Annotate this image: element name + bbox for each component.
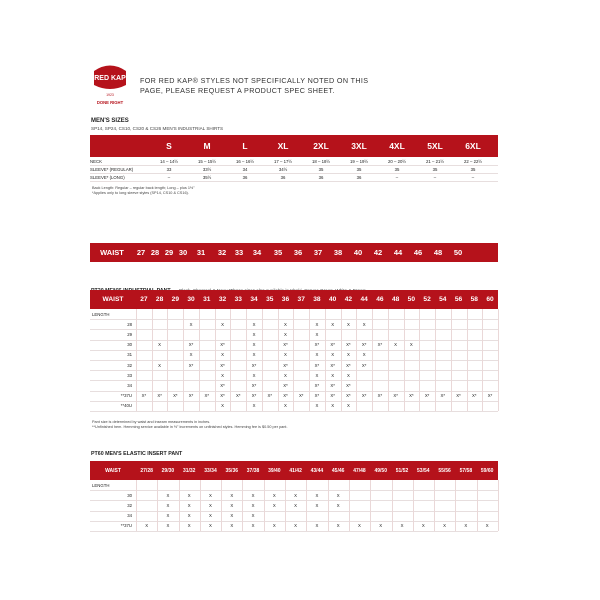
availability-cell: X xyxy=(336,523,340,529)
availability-cell: X xyxy=(443,523,447,529)
availability-cell: X xyxy=(209,492,212,498)
grid-line xyxy=(293,309,294,411)
table-row: SLEEVE* (REGULAR) 33 33½ 34 34½ 35 35 35 35 35 xyxy=(90,165,498,174)
availability-cell: X xyxy=(230,523,234,529)
length-value: **37U xyxy=(120,393,132,399)
availability-cell: X* xyxy=(361,342,367,348)
availability-cell: X* xyxy=(220,393,225,399)
availability-cell: X* xyxy=(456,393,461,399)
grid-line xyxy=(482,309,483,411)
waist-size: 48 xyxy=(391,296,400,303)
size-5xl: 5XL xyxy=(427,141,443,151)
length-label-row: LENGTH xyxy=(90,480,498,491)
availability-cell: X* xyxy=(361,393,367,399)
availability-cell: X* xyxy=(220,342,225,348)
waist-size: 27/28 xyxy=(140,467,153,474)
waist-size: 37 xyxy=(297,296,305,303)
grid-line xyxy=(152,309,153,411)
logo-tagline: DONE RIGHT xyxy=(96,100,124,105)
waist-size: 31/32 xyxy=(182,467,196,474)
waist-size: 49/50 xyxy=(374,467,387,474)
availability-cell: X* xyxy=(188,393,194,399)
length-value: 32 xyxy=(127,502,132,508)
waist-size: 46 xyxy=(376,296,384,303)
length-value: 29 xyxy=(127,331,132,337)
waist-size: 38 xyxy=(313,296,321,303)
availability-cell: X xyxy=(166,513,170,519)
grid-line xyxy=(246,309,247,411)
availability-cell: X xyxy=(272,492,276,498)
waist-size: 44 xyxy=(360,296,368,303)
availability-cell: X xyxy=(251,492,255,498)
grid-line xyxy=(167,309,168,411)
availability-cell: X xyxy=(362,352,366,358)
waist-size: 47/48 xyxy=(353,467,366,474)
waist-size: 37/38 xyxy=(246,467,260,474)
grid-line xyxy=(434,480,435,531)
waist-size: 32 xyxy=(218,296,227,303)
length-label-row: LENGTH xyxy=(90,309,498,320)
availability-cell: X xyxy=(336,502,340,508)
availability-cell: X xyxy=(294,502,298,508)
availability-cell: X xyxy=(421,523,425,529)
waist-size: 33/34 xyxy=(204,467,217,474)
grid-line xyxy=(183,309,184,411)
availability-cell: X xyxy=(315,403,319,409)
length-value: 31 xyxy=(127,352,132,358)
grid-line xyxy=(467,309,468,411)
table-row: NECK 14 – 14½ 15 – 15½ 16 – 16½ 17 – 17½ 18 – 18½ 19 – 19½ 20 – 20½ 21 – 21½ 22 – 22½ xyxy=(90,157,498,166)
availability-cell: X* xyxy=(236,393,241,399)
spec-sheet-note: FOR RED KAP® STYLES NOT SPECIFICALLY NOTED ON THIS PAGE, PLEASE REQUEST A PRODUCT SPEC SHEET. xyxy=(140,76,369,95)
availability-cell: X xyxy=(221,352,224,358)
availability-cell: X* xyxy=(283,342,288,348)
red-kap-logo xyxy=(90,63,130,107)
grid-line xyxy=(498,480,499,531)
waist-size: 35 xyxy=(266,296,274,303)
waist-size: 30 xyxy=(187,296,195,303)
availability-cell: X* xyxy=(393,393,398,399)
availability-cell: X* xyxy=(157,393,162,399)
availability-cell: X xyxy=(209,523,212,529)
availability-cell: X xyxy=(252,342,256,348)
availability-cell: X xyxy=(315,331,319,337)
availability-cell: X xyxy=(379,523,383,529)
availability-cell: X xyxy=(209,502,212,508)
size-4xl: 4XL xyxy=(389,141,405,151)
grid-line xyxy=(242,480,243,531)
waist-label: WAIST xyxy=(100,248,124,257)
length-value: 33 xyxy=(127,372,132,378)
availability-cell: X xyxy=(315,492,319,498)
availability-cell: X xyxy=(230,513,234,519)
mens-sizes-title: MEN'S SIZES xyxy=(91,118,129,124)
availability-cell: X xyxy=(284,331,287,337)
availability-cell: X* xyxy=(220,362,225,368)
waist-size: 43/44 xyxy=(310,467,324,474)
grid-line xyxy=(309,309,310,411)
availability-cell: X xyxy=(252,321,256,327)
availability-cell: X xyxy=(230,502,234,508)
availability-cell: X* xyxy=(330,342,335,348)
waist-size: 33 xyxy=(234,296,242,303)
availability-cell: X xyxy=(252,403,256,409)
grid-line xyxy=(136,480,137,531)
grid-line xyxy=(498,309,499,411)
availability-cell: X* xyxy=(283,382,288,388)
grid-line xyxy=(388,309,389,411)
grid-line xyxy=(262,309,263,411)
availability-cell: X xyxy=(221,403,224,409)
availability-cell: X* xyxy=(330,382,335,388)
availability-cell: X xyxy=(189,321,193,327)
grid-line xyxy=(179,480,180,531)
grid-line xyxy=(349,480,350,531)
availability-cell: X* xyxy=(141,393,147,399)
availability-cell: X xyxy=(166,502,170,508)
mens-size-header xyxy=(90,135,498,157)
grid-line xyxy=(455,480,456,531)
availability-cell: X* xyxy=(251,393,257,399)
availability-cell: X* xyxy=(472,393,477,399)
waist-size: 29/30 xyxy=(161,467,175,474)
grid-line xyxy=(230,309,231,411)
availability-cell: X* xyxy=(361,362,367,368)
availability-cell: X xyxy=(409,342,413,348)
availability-cell: X xyxy=(145,523,149,529)
availability-cell: X xyxy=(294,523,298,529)
availability-cell: X xyxy=(284,372,287,378)
availability-cell: X xyxy=(230,492,234,498)
waist-size: 31 xyxy=(203,296,211,303)
size-2xl: 2XL xyxy=(313,141,329,151)
grid-line xyxy=(157,480,158,531)
grid-line xyxy=(413,480,414,531)
waist-size: 27 xyxy=(140,296,148,303)
availability-cell: X* xyxy=(409,393,414,399)
availability-cell: X xyxy=(336,492,340,498)
availability-cell: X* xyxy=(424,393,430,399)
grid-line xyxy=(199,309,200,411)
availability-cell: X xyxy=(209,513,212,519)
availability-cell: X xyxy=(331,352,335,358)
availability-cell: X xyxy=(251,502,255,508)
waist-size: 57/58 xyxy=(459,467,473,474)
availability-cell: X xyxy=(346,352,350,358)
waist-size: 29 xyxy=(171,296,179,303)
grid-line xyxy=(435,309,436,411)
grid-line xyxy=(264,480,265,531)
availability-cell: X* xyxy=(346,393,351,399)
waist-size: 45/46 xyxy=(331,467,345,474)
availability-cell: X xyxy=(315,502,319,508)
length-value: **37U xyxy=(120,523,132,529)
waist-size: 40 xyxy=(329,296,337,303)
length-value: 28 xyxy=(127,321,132,327)
availability-cell: X xyxy=(221,321,224,327)
waist-size: 53/54 xyxy=(417,467,430,474)
availability-cell: X xyxy=(252,331,256,337)
length-value: 30 xyxy=(127,492,132,498)
availability-cell: X* xyxy=(220,382,225,388)
availability-cell: X* xyxy=(440,393,446,399)
grid-line xyxy=(200,480,201,531)
size-s: S xyxy=(166,141,172,151)
availability-cell: X xyxy=(464,523,468,529)
mens-notes: Back Length: Regular – regular back length; Long – plus 1½" *Applies only to long sleeve styles (SP14, CS10 & CS16). xyxy=(92,186,195,195)
availability-cell: X xyxy=(284,352,287,358)
length-value: **40U xyxy=(120,403,132,409)
availability-cell: X xyxy=(331,321,335,327)
availability-cell: X* xyxy=(314,342,320,348)
waist-size: 28 xyxy=(155,296,164,303)
mens-sizes-subtitle: SP14, SP24, CS10, CS20 & CS26 MEN'S INDUSTRIAL SHIRTS xyxy=(91,126,224,131)
grid-line xyxy=(215,309,216,411)
availability-cell: X xyxy=(166,523,170,529)
availability-cell: X* xyxy=(283,393,288,399)
grid-line xyxy=(278,309,279,411)
pant-waist-bar xyxy=(90,290,498,309)
availability-cell: X* xyxy=(377,342,383,348)
waist-size: 41/42 xyxy=(289,467,302,474)
grid-line xyxy=(392,480,393,531)
grid-line xyxy=(419,309,420,411)
availability-cell: X xyxy=(315,321,319,327)
availability-cell: X* xyxy=(173,393,178,399)
availability-cell: X* xyxy=(298,393,304,399)
availability-cell: X* xyxy=(346,342,351,348)
elastic-title: PT60 MEN'S ELASTIC INSERT PANT xyxy=(91,451,183,457)
availability-cell: X xyxy=(331,372,335,378)
availability-cell: X xyxy=(362,321,366,327)
availability-cell: X xyxy=(251,523,255,529)
table-row: SLEEVE* (LONG) – 35½ 36 36 36 36 – – – xyxy=(90,173,498,182)
size-l: L xyxy=(242,141,248,151)
waist-size: 35/36 xyxy=(225,467,239,474)
availability-cell: X xyxy=(251,513,255,519)
availability-cell: X* xyxy=(487,393,493,399)
waist-size: 50 xyxy=(407,296,416,303)
availability-cell: X xyxy=(485,523,489,529)
grid-line xyxy=(404,309,405,411)
availability-cell: X xyxy=(187,523,191,529)
availability-cell: X xyxy=(346,372,350,378)
waist-size: 60 xyxy=(486,296,494,303)
waist-size: 56 xyxy=(454,296,463,303)
availability-cell: X* xyxy=(346,362,351,368)
availability-cell: X xyxy=(400,523,404,529)
length-value: 32 xyxy=(127,362,132,368)
availability-cell: X* xyxy=(314,382,320,388)
availability-cell: X xyxy=(166,492,170,498)
grid-line xyxy=(285,480,286,531)
grid-line xyxy=(451,309,452,411)
availability-cell: X xyxy=(346,403,350,409)
grid-line xyxy=(372,309,373,411)
availability-cell: X xyxy=(187,492,191,498)
waist-size: 36 xyxy=(281,296,290,303)
availability-cell: X xyxy=(358,523,361,529)
waist-size: 42 xyxy=(344,296,353,303)
availability-cell: X xyxy=(294,492,298,498)
availability-cell: X xyxy=(331,403,335,409)
availability-cell: X xyxy=(158,342,162,348)
size-m: M xyxy=(203,141,211,151)
availability-cell: X xyxy=(315,372,319,378)
availability-cell: X* xyxy=(267,393,273,399)
availability-cell: X* xyxy=(283,362,288,368)
size-xl: XL xyxy=(277,141,289,151)
availability-cell: X xyxy=(187,513,191,519)
availability-cell: X xyxy=(284,321,287,327)
table-row xyxy=(90,521,498,532)
availability-cell: X xyxy=(315,352,319,358)
logo-brand: RED KAP xyxy=(94,75,126,82)
availability-cell: X* xyxy=(330,393,335,399)
grid-line xyxy=(356,309,357,411)
availability-cell: X* xyxy=(188,342,194,348)
availability-cell: X xyxy=(189,352,193,358)
pant-notes: Pant size is determined by waist and inseam measurements in inches. **Unfinished hem. Hemming service available in ½" increments on unfinished styles. Hemming fee is $0.50 per pant. xyxy=(92,420,288,429)
grid-line xyxy=(325,309,326,411)
availability-cell: X xyxy=(315,523,319,529)
availability-cell: X* xyxy=(330,362,335,368)
availability-cell: X* xyxy=(314,393,320,399)
availability-cell: X xyxy=(284,403,287,409)
waist-size: 34 xyxy=(250,296,258,303)
grid-line xyxy=(136,309,137,411)
grid-line xyxy=(328,480,329,531)
availability-cell: X xyxy=(221,372,224,378)
availability-cell: X xyxy=(252,372,256,378)
grid-line xyxy=(221,480,222,531)
availability-cell: X* xyxy=(346,382,351,388)
availability-cell: X xyxy=(394,342,398,348)
waist-size: 58 xyxy=(470,296,478,303)
length-value: 34 xyxy=(127,513,132,519)
grid-line xyxy=(477,480,478,531)
availability-cell: X xyxy=(252,352,256,358)
availability-cell: X* xyxy=(377,393,383,399)
elastic-waist-bar xyxy=(90,461,498,480)
availability-cell: X xyxy=(272,523,276,529)
availability-cell: X* xyxy=(188,362,194,368)
waist-size: 55/56 xyxy=(438,467,451,474)
availability-cell: X xyxy=(346,321,350,327)
availability-cell: X xyxy=(187,502,191,508)
waist-label: WAIST xyxy=(105,467,121,474)
waist-size: 52 xyxy=(423,296,431,303)
availability-cell: X* xyxy=(204,393,210,399)
waist-size: 39/40 xyxy=(268,467,281,474)
logo-year: 1923 xyxy=(106,93,114,97)
availability-cell: X* xyxy=(314,362,320,368)
waist-size: 59/60 xyxy=(480,467,494,474)
availability-cell: X xyxy=(158,362,162,368)
length-value: 30 xyxy=(127,342,132,348)
waist-size: 54 xyxy=(439,296,447,303)
grid-line xyxy=(341,309,342,411)
grid-line xyxy=(306,480,307,531)
short-waist-bar: WAIST 27 28 29 30 31 32 33 34 35 36 37 38 40 42 44 46 48 50 xyxy=(90,243,498,262)
availability-cell: X xyxy=(272,502,276,508)
waist-size: 51/52 xyxy=(395,467,409,474)
availability-cell: X* xyxy=(251,362,257,368)
size-6xl: 6XL xyxy=(465,141,481,151)
waist-label: WAIST xyxy=(102,296,124,303)
availability-cell: X* xyxy=(251,382,257,388)
grid-line xyxy=(370,480,371,531)
length-value: 34 xyxy=(127,382,132,388)
size-3xl: 3XL xyxy=(351,141,367,151)
